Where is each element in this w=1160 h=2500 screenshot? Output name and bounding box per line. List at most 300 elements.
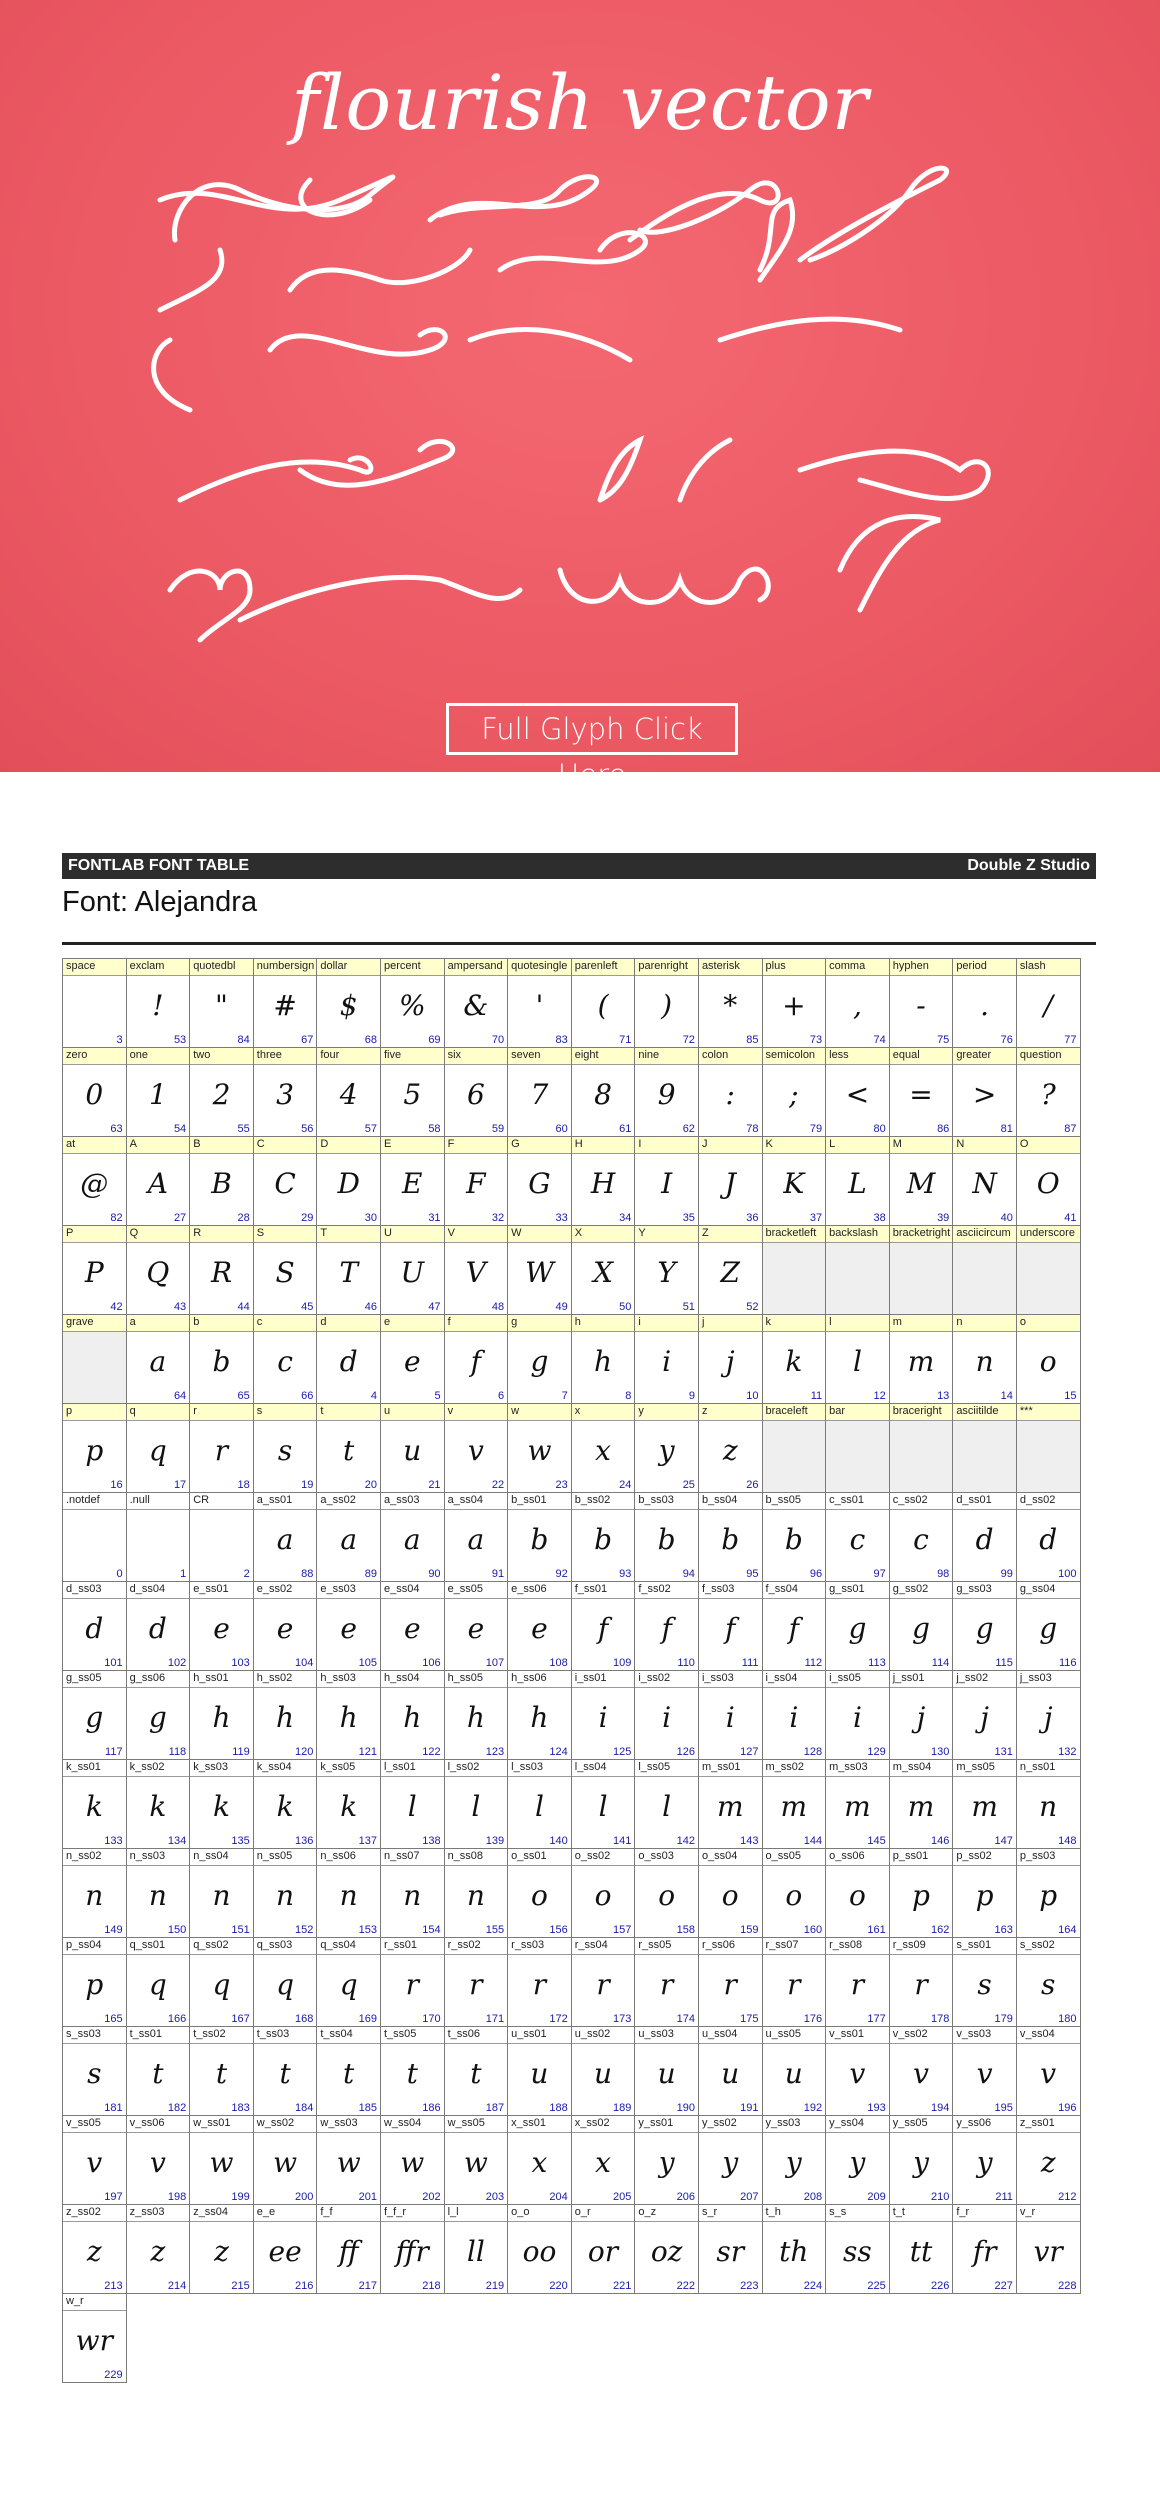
- glyph-sample: q: [276, 1968, 295, 2001]
- glyph-cell: [698, 1937, 763, 2027]
- glyph-cell: [698, 1403, 763, 1493]
- glyph-cell: [634, 2204, 699, 2294]
- glyph-index: 100: [1058, 1568, 1077, 1580]
- glyph-name: one: [127, 1048, 190, 1065]
- glyph-sample: l: [534, 1790, 544, 1823]
- glyph-cell: [62, 1136, 127, 1226]
- glyph-cell: [698, 2115, 763, 2205]
- glyph-cell: [126, 1403, 191, 1493]
- glyph-name: space: [63, 959, 126, 976]
- glyph-index: 224: [803, 2280, 823, 2292]
- glyph-index: 77: [1064, 1034, 1077, 1046]
- glyph-cell: [634, 1047, 699, 1137]
- glyph-cell: [380, 2026, 445, 2116]
- glyph-name: x_ss02: [572, 2116, 635, 2133]
- glyph-sample: ,: [852, 989, 862, 1022]
- glyph-name: r_ss07: [763, 1938, 826, 1955]
- glyph-name: m_ss05: [953, 1760, 1016, 1777]
- glyph-index: 78: [746, 1123, 759, 1135]
- glyph-index: 80: [873, 1123, 886, 1135]
- glyph-index: 148: [1058, 1835, 1077, 1847]
- glyph-index: 104: [295, 1657, 314, 1669]
- glyph-cell: [380, 1047, 445, 1137]
- glyph-index: 85: [746, 1034, 759, 1046]
- glyph-name: q_ss02: [190, 1938, 253, 1955]
- glyph-cell: [762, 1047, 827, 1137]
- glyph-sample: t: [470, 2057, 482, 2090]
- glyph-name: h_ss01: [190, 1671, 253, 1688]
- glyph-sample: r: [659, 1968, 674, 2001]
- glyph-name: Z: [699, 1226, 762, 1243]
- glyph-sample: h: [594, 1345, 613, 1378]
- glyph-name: s: [254, 1404, 317, 1421]
- glyph-index: 4: [370, 1390, 377, 1402]
- glyph-sample: vr: [1033, 2235, 1063, 2268]
- glyph-sample: C: [274, 1167, 296, 1200]
- glyph-cell: [571, 1848, 636, 1938]
- glyph-name: f_ss04: [763, 1582, 826, 1599]
- glyph-cell: [825, 1670, 890, 1760]
- glyph-name: s_r: [699, 2205, 762, 2222]
- glyph-cell: [507, 1225, 572, 1315]
- glyph-name: j_ss03: [1017, 1671, 1080, 1688]
- glyph-index: 74: [873, 1034, 886, 1046]
- glyph-index: 93: [619, 1568, 632, 1580]
- glyph-cell: [634, 1403, 699, 1493]
- glyph-index: 174: [676, 2013, 695, 2025]
- glyph-sample: q: [148, 1434, 167, 1467]
- glyph-name: asterisk: [699, 959, 762, 976]
- glyph-cell: [889, 2204, 954, 2294]
- glyph-name: eight: [572, 1048, 635, 1065]
- glyph-sample: e: [403, 1612, 421, 1645]
- glyph-index: 43: [173, 1301, 187, 1313]
- glyph-sample: e: [531, 1612, 548, 1645]
- glyph-name: u_ss03: [635, 2027, 698, 2044]
- glyph-index: 177: [867, 2013, 886, 2025]
- glyph-name: bar: [826, 1404, 889, 1421]
- glyph-cell: [316, 1314, 381, 1404]
- glyph-index: 227: [994, 2280, 1013, 2292]
- glyph-index: 38: [873, 1212, 886, 1224]
- glyph-index: 124: [549, 1746, 568, 1758]
- glyph-name: dollar: [317, 959, 380, 976]
- glyph-name: r_ss05: [635, 1938, 698, 1955]
- glyph-cell: [126, 2204, 191, 2294]
- glyph-sample: i: [662, 1345, 672, 1378]
- glyph-cell: [634, 1848, 699, 1938]
- glyph-index: 225: [867, 2280, 886, 2292]
- glyph-cell: [762, 2115, 827, 2205]
- glyph-sample: D: [337, 1167, 360, 1200]
- glyph-index: 217: [358, 2280, 377, 2292]
- glyph-index: 168: [295, 2013, 314, 2025]
- glyph-cell: [571, 2026, 636, 2116]
- glyph-index: 49: [555, 1301, 568, 1313]
- glyph-sample: w: [400, 2146, 425, 2179]
- glyph-name: y_ss01: [635, 2116, 698, 2133]
- glyph-sample: m: [907, 1790, 935, 1823]
- glyph-name: g_ss06: [127, 1671, 190, 1688]
- glyph-index: 222: [676, 2280, 695, 2292]
- glyph-sample: f: [597, 1612, 609, 1645]
- glyph-cell: [1016, 1581, 1081, 1671]
- glyph-index: 21: [428, 1479, 441, 1491]
- glyph-cell: [825, 1759, 890, 1849]
- glyph-row: [62, 1136, 1096, 1225]
- glyph-name: n_ss08: [445, 1849, 508, 1866]
- glyph-cell: [189, 2026, 254, 2116]
- glyph-sample: u: [721, 2057, 740, 2090]
- glyph-name: b_ss03: [635, 1493, 698, 1510]
- glyph-cell: [698, 1225, 763, 1315]
- glyph-name: k_ss01: [63, 1760, 126, 1777]
- glyph-cell: [634, 2115, 699, 2205]
- glyph-cell: [189, 1225, 254, 1315]
- glyph-cell: [380, 1403, 445, 1493]
- glyph-sample: q: [212, 1968, 231, 2001]
- glyph-name: f_r: [953, 2205, 1016, 2222]
- glyph-index: 215: [231, 2280, 250, 2292]
- glyph-name: q_ss03: [254, 1938, 317, 1955]
- glyph-sample: r: [914, 1968, 928, 2001]
- glyph-name: c: [254, 1315, 317, 1332]
- glyph-name: z: [699, 1404, 762, 1421]
- glyph-index: 129: [867, 1746, 886, 1758]
- glyph-cell: [189, 2204, 254, 2294]
- glyph-name: i_ss02: [635, 1671, 698, 1688]
- glyph-sample: %: [398, 989, 426, 1022]
- glyph-cell: [62, 2293, 127, 2383]
- glyph-name: d: [317, 1315, 380, 1332]
- glyph-name: v_ss04: [1017, 2027, 1080, 2044]
- glyph-name: M: [890, 1137, 953, 1154]
- glyph-index: 208: [803, 2191, 823, 2203]
- glyph-name: h_ss05: [445, 1671, 508, 1688]
- glyph-name: v_ss01: [826, 2027, 889, 2044]
- glyph-cell: [762, 1670, 827, 1760]
- glyph-cell: [1016, 1759, 1081, 1849]
- glyph-cell: [825, 2204, 890, 2294]
- glyph-sample: n: [276, 1879, 295, 1912]
- glyph-name: u_ss05: [763, 2027, 826, 2044]
- hero-banner: [0, 0, 1160, 792]
- glyph-name: p_ss04: [63, 1938, 126, 1955]
- glyph-index: 22: [491, 1479, 505, 1491]
- glyph-cell: [1016, 1670, 1081, 1760]
- glyph-name: p_ss01: [890, 1849, 953, 1866]
- glyph-index: 197: [104, 2191, 123, 2203]
- glyph-sample: m: [971, 1790, 998, 1823]
- glyph-cell: [1016, 2026, 1081, 2116]
- glyph-index: 84: [237, 1034, 250, 1046]
- glyph-cell: [316, 1759, 381, 1849]
- glyph-sample: .: [980, 989, 990, 1022]
- glyph-name: m_ss01: [699, 1760, 762, 1777]
- glyph-sample: i: [789, 1701, 799, 1734]
- glyph-sample: y: [722, 2146, 739, 2179]
- glyph-index: 163: [994, 1924, 1013, 1936]
- glyph-index: 212: [1058, 2191, 1077, 2203]
- glyph-sample: L: [848, 1167, 867, 1200]
- glyph-cell: [444, 2204, 509, 2294]
- glyph-sample: 3: [276, 1078, 294, 1111]
- glyph-sample: s: [87, 2057, 102, 2090]
- glyph-index: 134: [167, 1835, 187, 1847]
- glyph-cell: [634, 1225, 699, 1315]
- glyph-index: 34: [619, 1212, 632, 1224]
- glyph-name: r_ss09: [890, 1938, 953, 1955]
- glyph-cell: [1016, 1047, 1081, 1137]
- glyph-name: semicolon: [763, 1048, 826, 1065]
- glyph-name: b_ss05: [763, 1493, 826, 1510]
- glyph-index: 171: [485, 2013, 505, 2025]
- glyph-sample: e: [213, 1612, 230, 1645]
- glyph-sample: o: [594, 1879, 612, 1912]
- glyph-sample: R: [210, 1256, 233, 1289]
- full-glyph-button[interactable]: Full Glyph Click Here: [446, 703, 738, 755]
- glyph-index: 118: [168, 1746, 187, 1758]
- glyph-index: 82: [110, 1212, 123, 1224]
- glyph-row: [62, 1759, 1096, 1848]
- glyph-index: 37: [809, 1212, 823, 1224]
- glyph-name: y_ss06: [953, 2116, 1016, 2133]
- glyph-name: h_ss06: [508, 1671, 571, 1688]
- glyph-cell: [889, 1314, 954, 1404]
- glyph-name: o_z: [635, 2205, 698, 2222]
- glyph-sample: z: [86, 2235, 102, 2268]
- glyph-name: i_ss03: [699, 1671, 762, 1688]
- glyph-cell: [126, 1670, 191, 1760]
- glyph-sample: t: [343, 2057, 355, 2090]
- glyph-index: 99: [1000, 1568, 1013, 1580]
- glyph-cell: [380, 2115, 445, 2205]
- glyph-cell: [952, 1314, 1017, 1404]
- glyph-cell: [444, 1492, 509, 1582]
- glyph-index: 32: [491, 1212, 505, 1224]
- glyph-name: H: [572, 1137, 635, 1154]
- glyph-name: t_h: [763, 2205, 826, 2222]
- glyph-cell: [1016, 2204, 1081, 2294]
- glyph-cell: [1016, 958, 1081, 1048]
- glyph-cell: [571, 1225, 636, 1315]
- glyph-index: 136: [295, 1835, 314, 1847]
- glyph-sample: y: [658, 1434, 675, 1467]
- glyph-index: 188: [549, 2102, 568, 2114]
- glyph-sample: l: [662, 1790, 672, 1823]
- glyph-index: 12: [873, 1390, 886, 1402]
- glyph-sample: r: [405, 1968, 419, 2001]
- glyph-sample: q: [148, 1968, 167, 2001]
- glyph-cell: [825, 1403, 890, 1493]
- glyph-cell: [698, 2204, 763, 2294]
- glyph-sample: c: [913, 1523, 929, 1556]
- glyph-name: z_ss04: [190, 2205, 253, 2222]
- glyph-sample: wr: [75, 2324, 113, 2357]
- glyph-name: r_ss06: [699, 1938, 762, 1955]
- glyph-cell: [62, 1670, 127, 1760]
- glyph-name: k_ss05: [317, 1760, 380, 1777]
- glyph-index: 108: [549, 1657, 568, 1669]
- glyph-index: 86: [937, 1123, 950, 1135]
- glyph-index: 209: [867, 2191, 886, 2203]
- glyph-index: 67: [301, 1034, 314, 1046]
- glyph-sample: ffr: [395, 2235, 429, 2268]
- glyph-name: X: [572, 1226, 635, 1243]
- glyph-sample: u: [594, 2057, 613, 2090]
- glyph-cell: [316, 1492, 381, 1582]
- glyph-name: f_f: [317, 2205, 380, 2222]
- glyph-name: .null: [127, 1493, 190, 1510]
- glyph-cell: [253, 1314, 318, 1404]
- glyph-index: 63: [110, 1123, 123, 1135]
- glyph-sample: ": [215, 989, 228, 1022]
- glyph-name: i_ss05: [826, 1671, 889, 1688]
- glyph-name: grave: [63, 1315, 126, 1332]
- glyph-cell: [316, 1403, 381, 1493]
- glyph-sample: h: [403, 1701, 422, 1734]
- glyph-sample: r: [850, 1968, 865, 2001]
- glyph-sample: n: [403, 1879, 422, 1912]
- glyph-cell: [889, 1848, 954, 1938]
- glyph-cell: [380, 1670, 445, 1760]
- glyph-cell: [952, 1670, 1017, 1760]
- glyph-index: 219: [485, 2280, 505, 2292]
- glyph-cell: [253, 1403, 318, 1493]
- glyph-row: [62, 1848, 1096, 1937]
- glyph-index: 97: [873, 1568, 886, 1580]
- glyph-sample: -: [916, 989, 926, 1022]
- glyph-name: g: [508, 1315, 571, 1332]
- glyph-sample: n: [1039, 1790, 1058, 1823]
- glyph-name: parenleft: [572, 959, 635, 976]
- glyph-cell: [380, 1314, 445, 1404]
- glyph-cell: [507, 1136, 572, 1226]
- glyph-cell: [126, 1759, 191, 1849]
- glyph-sample: x: [531, 2146, 548, 2179]
- glyph-cell: [889, 1492, 954, 1582]
- glyph-name: g_ss01: [826, 1582, 889, 1599]
- glyph-sample: z: [722, 1434, 738, 1467]
- glyph-sample: 9: [657, 1078, 676, 1111]
- glyph-sample: <: [845, 1078, 870, 1111]
- glyph-cell: [126, 1581, 191, 1671]
- glyph-index: 15: [1064, 1390, 1077, 1402]
- glyph-name: greater: [953, 1048, 1016, 1065]
- glyph-name: r_ss02: [445, 1938, 508, 1955]
- glyph-sample: y: [658, 2146, 675, 2179]
- glyph-index: 90: [428, 1568, 441, 1580]
- glyph-cell: [889, 1937, 954, 2027]
- glyph-cell: [762, 1581, 827, 1671]
- glyph-sample: ': [535, 989, 544, 1022]
- glyph-index: 72: [682, 1034, 695, 1046]
- glyph-cell: [444, 1581, 509, 1671]
- glyph-index: 121: [358, 1746, 377, 1758]
- glyph-row: [62, 1403, 1096, 1492]
- glyph-cell: [380, 1848, 445, 1938]
- glyph-index: 19: [301, 1479, 314, 1491]
- glyph-sample: ff: [338, 2235, 359, 2268]
- glyph-sample: N: [972, 1167, 997, 1200]
- glyph-name: g_ss02: [890, 1582, 953, 1599]
- glyph-name: v_ss02: [890, 2027, 953, 2044]
- glyph-cell: [316, 958, 381, 1048]
- glyph-name: u_ss02: [572, 2027, 635, 2044]
- glyph-name: e_ss05: [445, 1582, 508, 1599]
- glyph-index: 91: [491, 1568, 505, 1580]
- glyph-cell: [952, 1759, 1017, 1849]
- glyph-index: 96: [809, 1568, 823, 1580]
- glyph-grid: [62, 958, 1096, 2382]
- glyph-index: 175: [740, 2013, 759, 2025]
- glyph-cell: [571, 1403, 636, 1493]
- glyph-name: quotedbl: [190, 959, 253, 976]
- glyph-cell: [316, 1670, 381, 1760]
- glyph-name: z_ss02: [63, 2205, 126, 2222]
- glyph-cell: [316, 2115, 381, 2205]
- glyph-index: 156: [549, 1924, 568, 1936]
- glyph-cell: [889, 2115, 954, 2205]
- glyph-row: [62, 1225, 1096, 1314]
- glyph-name: h: [572, 1315, 635, 1332]
- glyph-index: 221: [612, 2280, 632, 2292]
- glyph-name: asciitilde: [953, 1404, 1016, 1421]
- glyph-name: backslash: [826, 1226, 889, 1243]
- glyph-sample: 7: [530, 1078, 549, 1111]
- glyph-index: 76: [1000, 1034, 1013, 1046]
- glyph-sample: r: [787, 1968, 801, 2001]
- glyph-index: 50: [619, 1301, 632, 1313]
- glyph-name: w: [508, 1404, 571, 1421]
- glyph-name: v: [445, 1404, 508, 1421]
- glyph-index: 200: [295, 2191, 314, 2203]
- glyph-sample: m: [844, 1790, 871, 1823]
- glyph-index: 36: [746, 1212, 759, 1224]
- glyph-index: 68: [364, 1034, 377, 1046]
- glyph-sample: g: [1039, 1612, 1058, 1645]
- studio-name: Double Z Studio: [967, 857, 1090, 874]
- glyph-cell: [507, 2204, 572, 2294]
- glyph-name: at: [63, 1137, 126, 1154]
- glyph-sample: tt: [909, 2235, 933, 2268]
- glyph-index: 10: [746, 1390, 759, 1402]
- glyph-name: x_ss01: [508, 2116, 571, 2133]
- glyph-index: 187: [485, 2102, 505, 2114]
- glyph-sample: w: [527, 1434, 552, 1467]
- glyph-name: parenright: [635, 959, 698, 976]
- glyph-sample: b: [721, 1523, 740, 1556]
- glyph-name: d_ss02: [1017, 1493, 1080, 1510]
- glyph-sample: e: [403, 1345, 421, 1378]
- glyph-cell: [634, 1492, 699, 1582]
- glyph-cell: [316, 1581, 381, 1671]
- glyph-name: e_ss01: [190, 1582, 253, 1599]
- glyph-cell: [316, 1047, 381, 1137]
- glyph-name: s_s: [826, 2205, 889, 2222]
- glyph-cell: [762, 2204, 827, 2294]
- glyph-index: 159: [740, 1924, 759, 1936]
- glyph-name: t_ss05: [381, 2027, 444, 2044]
- glyph-cell: [253, 1225, 318, 1315]
- glyph-cell: [189, 1047, 254, 1137]
- glyph-cell: [444, 2026, 509, 2116]
- glyph-sample: Q: [146, 1256, 170, 1289]
- glyph-sample: z: [214, 2235, 229, 2268]
- glyph-index: 204: [549, 2191, 568, 2203]
- glyph-sample: o: [848, 1879, 866, 1912]
- glyph-name: h_ss03: [317, 1671, 380, 1688]
